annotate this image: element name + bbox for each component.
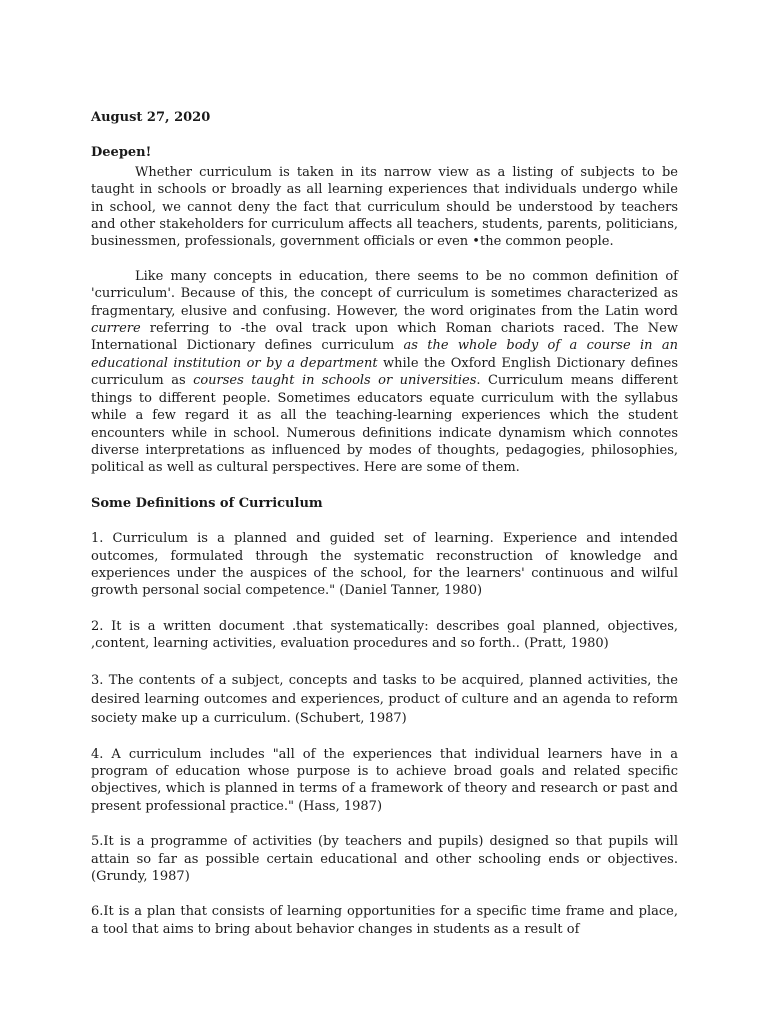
paragraph-text: Like many concepts in education, there seems to be no common definition of 'curriculum'. Because of this, the concept of curriculum is sometimes characterized as fragmentary, elusive and confusing. However, the word originates from the Latin word <box>91 268 678 319</box>
italic-term-currere: currere <box>91 321 141 337</box>
definition-item: 5.It is a programme of activities (by teachers and pupils) designed so that pupils will attain so far as possible certain educational and other schooling ends or objectives. (Grundy, 1987) <box>91 834 678 884</box>
definition-item: 2. It is a written document .that systematically: describes goal planned, objectives, ,content, learning activities, evaluation procedures and so forth.. (Pratt, 1980) <box>91 618 678 652</box>
italic-new-international-definition: as the whole body of a course in an educational institution or by a department <box>91 338 678 371</box>
curriculum-definition-paragraph <box>91 268 678 477</box>
definition-item: 6.It is a plan that consists of learning opportunities for a specific time frame and place, a tool that aims to bring about behavior changes in students as a result of <box>91 904 678 937</box>
definition-item: 1. Curriculum is a planned and guided set of learning. Experience and intended outcomes, formulated through the systematic reconstruction of knowledge and experiences under the auspices of the school, for the learners' continuous and wilful growth personal social competence." (Daniel Tanner, 1980) <box>91 531 678 599</box>
document-heading: Deepen! <box>91 145 152 161</box>
document-page <box>91 109 678 956</box>
intro-paragraph: Whether curriculum is taken in its narrow view as a listing of subjects to be taught in schools or broadly as all learning experiences that individuals undergo while in school, we cannot deny the fact that curriculum should be understood by teachers and other stakeholders for curriculum affects all teachers, students, parents, politicians, businessmen, professionals, government officials or even •the common people. <box>91 164 678 250</box>
definition-item: 3. The contents of a subject, concepts and tasks to be acquired, planned activities, the desired learning outcomes and experiences, product of culture and an agenda to reform society make up a curriculum. (Schubert, 1987) <box>91 672 678 726</box>
paragraph-text: while the Oxford English Dictionary defines curriculum as <box>91 355 678 389</box>
paragraph-text: . Curriculum means different things to different people. Sometimes educators equate curriculum with the syllabus while a few regard it as all the teaching-learning experiences which the student encounters while in school. Numerous definitions indicate dynamism which connotes diverse interpretations as influenced by modes of thoughts, pedagogies, philosophies, political as well as cultural perspectives. Here are some of them. <box>91 373 678 476</box>
definition-item: 4. A curriculum includes "all of the experiences that individual learners have in a program of education whose purpose is to achieve broad goals and related specific objectives, which is planned in terms of a framework of theory and research or past and present professional practice." (Hass, 1987) <box>91 746 678 814</box>
section-title: Some Definitions of Curriculum <box>91 495 323 511</box>
italic-oxford-definition: courses taught in schools or universities <box>193 373 477 389</box>
paragraph-text: referring to -the oval track upon which Roman chariots raced. The New International Dictionary defines curriculum <box>91 321 678 354</box>
document-date: August 27, 2020 <box>91 110 211 125</box>
